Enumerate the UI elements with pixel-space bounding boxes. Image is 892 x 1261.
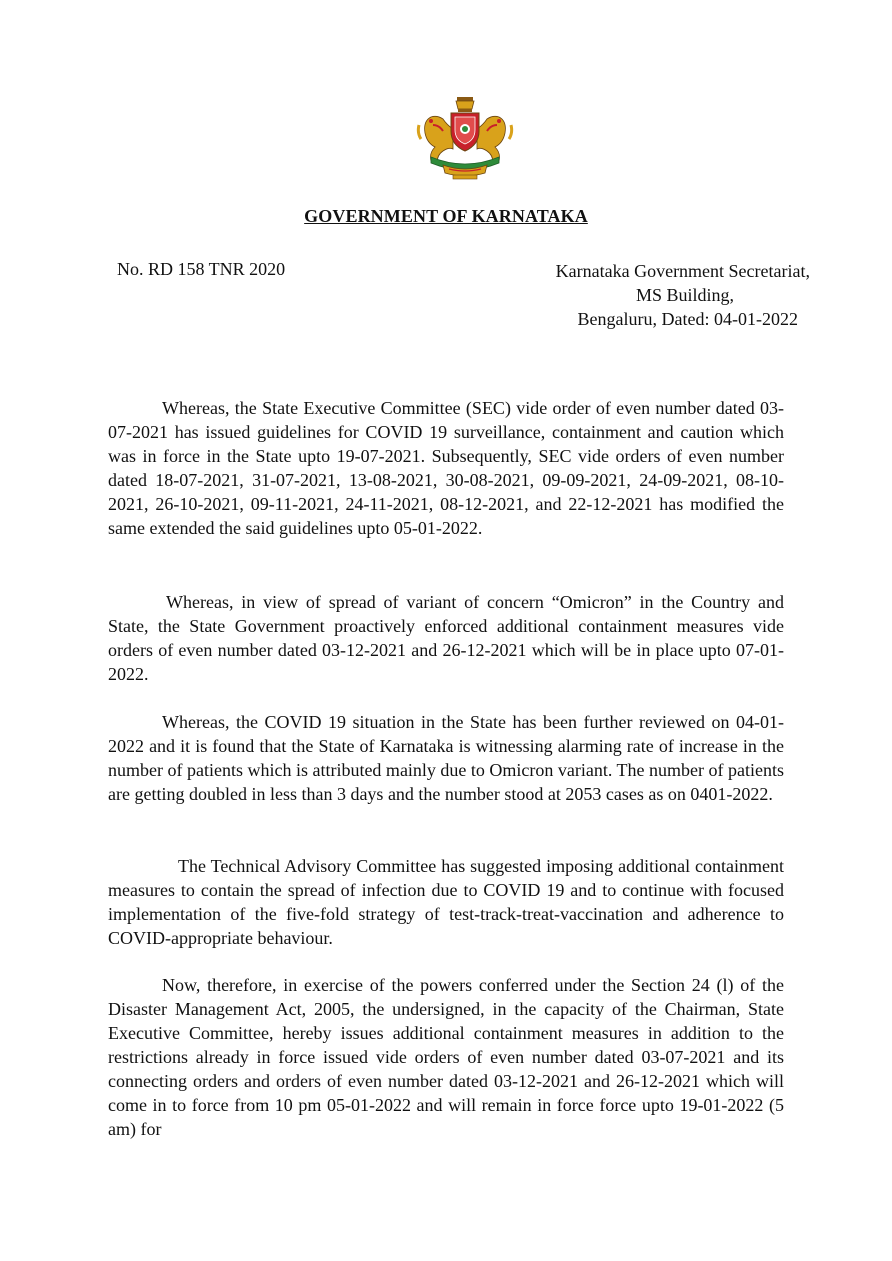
left-lion-icon xyxy=(418,116,453,163)
reference-number: No. RD 158 TNR 2020 xyxy=(117,259,286,279)
lion-capital-icon xyxy=(456,97,474,112)
address-line-secretariat: Karnataka Government Secretariat, xyxy=(555,261,810,281)
paragraph-sec-guidelines: Whereas, the State Executive Committee (SEC) vide order of even number dated 03-07-2021 has issued guidelines for COVID 19 surveillance, containment and caution which was in force in the State upto 19-07-2021. Subsequently, SEC vide orders of even number dated 18-07-2021, 31-07-2021, 13-08-2021, 30-08-2021, 09-09-2021, 24-09-2021, 08-10-2021, 26-10-2021, 09-11-2021, 24-11-2021, 08-12-2021, and 22-12-2021 has modified the same extended the said guidelines upto 05-01-2022. xyxy=(108,398,784,538)
address-line-date: Bengaluru, Dated: 04-01-2022 xyxy=(577,309,798,329)
right-lion-icon xyxy=(477,116,512,163)
shield-icon xyxy=(451,113,479,151)
karnataka-emblem-icon xyxy=(413,95,517,181)
paragraph-omicron-measures: Whereas, in view of spread of variant of concern “Omicron” in the Country and State, the State Government proactively enforced additional containment measures vide orders of even number dated 03-12-2021 and 26-12-2021 which will be in place upto 07-01-2022. xyxy=(108,592,784,684)
emblem-base-icon xyxy=(431,157,499,179)
issuing-office-address xyxy=(440,259,810,331)
document-title: GOVERNMENT OF KARNATAKA xyxy=(304,206,588,226)
address-line-building: MS Building, xyxy=(635,285,734,305)
paragraph-situation-review: Whereas, the COVID 19 situation in the State has been further reviewed on 04-01-2022 and it is found that the State of Karnataka is witnessing alarming rate of increase in the number of patients which is attributed mainly due to Omicron variant. The number of patients are getting doubled in less than 3 days and the number stood at 2053 cases as on 0401-2022. xyxy=(108,712,785,804)
paragraph-technical-advisory: The Technical Advisory Committee has suggested imposing additional containment measures to contain the spread of infection due to COVID 19 and to continue with focused implementation of the five-fold strategy of test-track-treat-vaccination and adherence to COVID-appropriate behaviour. xyxy=(108,856,784,948)
paragraph-order-issuance: Now, therefore, in exercise of the powers conferred under the Section 24 (l) of the Disaster Management Act, 2005, the undersigned, in the capacity of the Chairman, State Executive Committee, hereby issues additional containment measures in addition to the restrictions already in force issued vide orders of even number dated 03-07-2021 and its connecting orders and orders of even number dated 03-12-2021 and 26-12-2021 which will come in to force from 10 pm 05-01-2022 and will remain in force force upto 19-01-2022 (5 am) for xyxy=(108,975,784,1139)
